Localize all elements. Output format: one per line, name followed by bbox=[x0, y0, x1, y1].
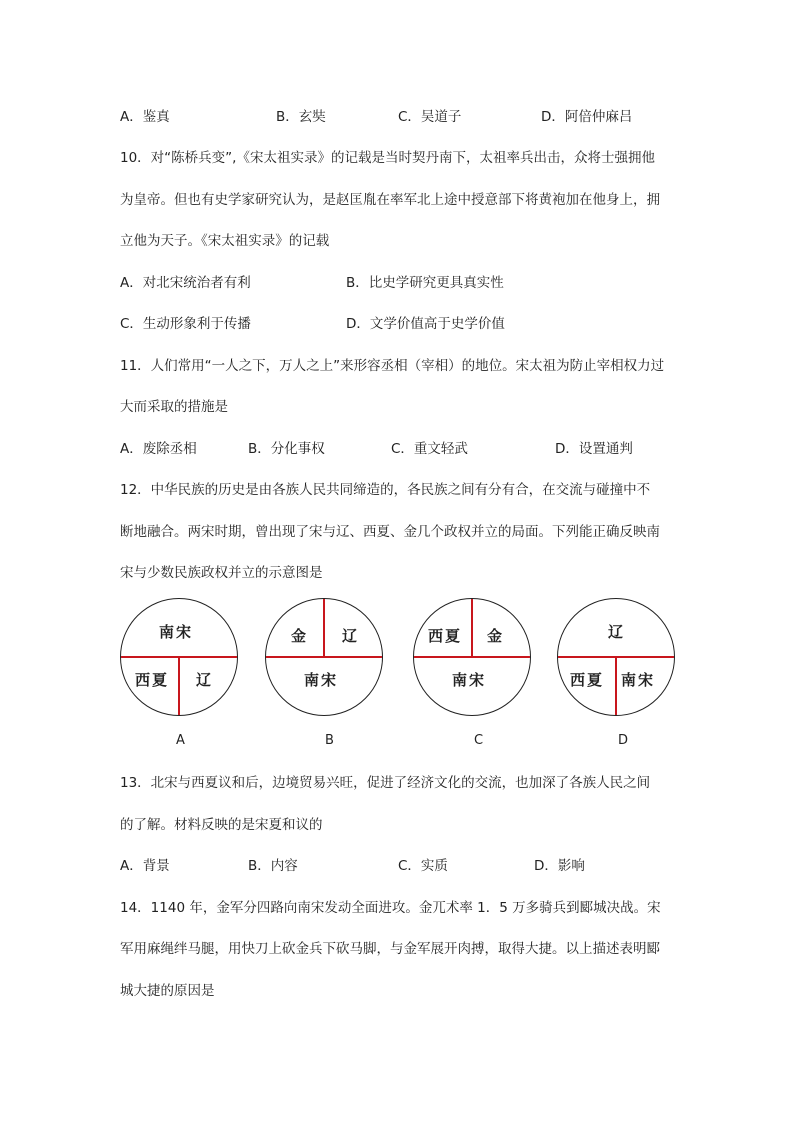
diagram-b-region-nansong: 南宋 bbox=[304, 671, 339, 689]
diagram-c bbox=[413, 598, 533, 718]
diagram-b-vertical-divider bbox=[323, 599, 325, 657]
q14-stem-line-3: 城大捷的原因是 bbox=[120, 983, 215, 999]
q13-stem-line-1: 13．北宋与西夏议和后，边境贸易兴旺，促进了经济文化的交流，也加深了各族人民之间 bbox=[120, 775, 651, 791]
q13-option-d: D．影响 bbox=[534, 858, 585, 874]
q10-stem-line-1: 10．对“陈桥兵变”,《宋太祖实录》的记载是当时契丹南下，太祖率兵出击，众将士强拥他 bbox=[120, 150, 655, 166]
q10-option-a: A．对北宋统治者有利 bbox=[120, 275, 251, 291]
q10-stem-line-3: 立他为天子。《宋太祖实录》的记载 bbox=[120, 233, 330, 249]
q11-stem-line-1: 11．人们常用“一人之下，万人之上”来形容丞相（宰相）的地位。宋太祖为防止宰相权力过 bbox=[120, 358, 665, 374]
diagram-d-vertical-divider bbox=[615, 657, 617, 716]
q14-stem-line-2: 军用麻绳绊马腿，用快刀上砍金兵下砍马脚，与金军展开肉搏，取得大捷。以上描述表明郾 bbox=[120, 941, 660, 957]
diagram-b-label: B bbox=[325, 733, 334, 748]
q9-option-a: A．鉴真 bbox=[120, 109, 170, 125]
diagram-c-horizontal-divider bbox=[414, 656, 530, 658]
diagram-d-region-liao: 辽 bbox=[608, 623, 626, 641]
q13-option-a: A．背景 bbox=[120, 858, 170, 874]
q12-stem-line-1: 12．中华民族的历史是由各族人民共同缔造的，各民族之间有分有合，在交流与碰撞中不 bbox=[120, 482, 651, 498]
q10-stem-line-2: 为皇帝。但也有史学家研究认为，是赵匡胤在率军北上途中授意部下将黄袍加在他身上，拥 bbox=[120, 192, 660, 208]
diagram-a bbox=[120, 598, 240, 718]
q10-option-c: C．生动形象利于传播 bbox=[120, 316, 251, 332]
q11-option-b: B．分化事权 bbox=[248, 441, 325, 457]
diagram-a-region-liao: 辽 bbox=[196, 671, 214, 689]
diagram-d-region-xixia: 西夏 bbox=[570, 671, 605, 689]
q11-option-c: C．重文轻武 bbox=[391, 441, 468, 457]
q9-option-d: D．阿倍仲麻吕 bbox=[541, 109, 633, 125]
diagram-d bbox=[557, 598, 677, 718]
diagram-c-label: C bbox=[474, 733, 484, 748]
q12-stem-line-3: 宋与少数民族政权并立的示意图是 bbox=[120, 565, 323, 581]
q11-option-a: A．废除丞相 bbox=[120, 441, 197, 457]
q11-option-d: D．设置通判 bbox=[555, 441, 633, 457]
q13-stem-line-2: 的了解。材料反映的是宋夏和议的 bbox=[120, 817, 323, 833]
diagram-d-label: D bbox=[618, 733, 629, 748]
q9-option-c: C．吴道子 bbox=[398, 109, 462, 125]
diagram-a-region-nansong: 南宋 bbox=[159, 623, 194, 641]
q14-stem-line-1: 14．1140 年，金军分四路向南宋发动全面进攻。金兀术率 1．5 万多骑兵到郾城决战。宋 bbox=[120, 900, 661, 916]
q10-option-b: B．比史学研究更具真实性 bbox=[346, 275, 504, 291]
diagram-b-region-jin: 金 bbox=[291, 627, 309, 645]
diagram-c-region-xixia: 西夏 bbox=[428, 627, 463, 645]
q11-stem-line-2: 大而采取的措施是 bbox=[120, 399, 228, 415]
q13-option-b: B．内容 bbox=[248, 858, 298, 874]
q9-option-b: B．玄奘 bbox=[276, 109, 326, 125]
q13-option-c: C．实质 bbox=[398, 858, 448, 874]
diagram-c-vertical-divider bbox=[471, 599, 473, 657]
q10-option-d: D．文学价值高于史学价值 bbox=[346, 316, 505, 332]
diagram-b-region-liao: 辽 bbox=[342, 627, 360, 645]
diagram-a-vertical-divider bbox=[178, 657, 180, 716]
diagram-a-region-xixia: 西夏 bbox=[135, 671, 170, 689]
diagram-b-horizontal-divider bbox=[266, 656, 382, 658]
diagram-c-region-jin: 金 bbox=[487, 627, 505, 645]
diagram-a-label: A bbox=[176, 733, 185, 748]
diagram-b bbox=[265, 598, 385, 718]
diagram-c-region-nansong: 南宋 bbox=[452, 671, 487, 689]
q12-stem-line-2: 断地融合。两宋时期，曾出现了宋与辽、西夏、金几个政权并立的局面。下列能正确反映南 bbox=[120, 524, 660, 540]
diagram-d-region-nansong: 南宋 bbox=[621, 671, 656, 689]
